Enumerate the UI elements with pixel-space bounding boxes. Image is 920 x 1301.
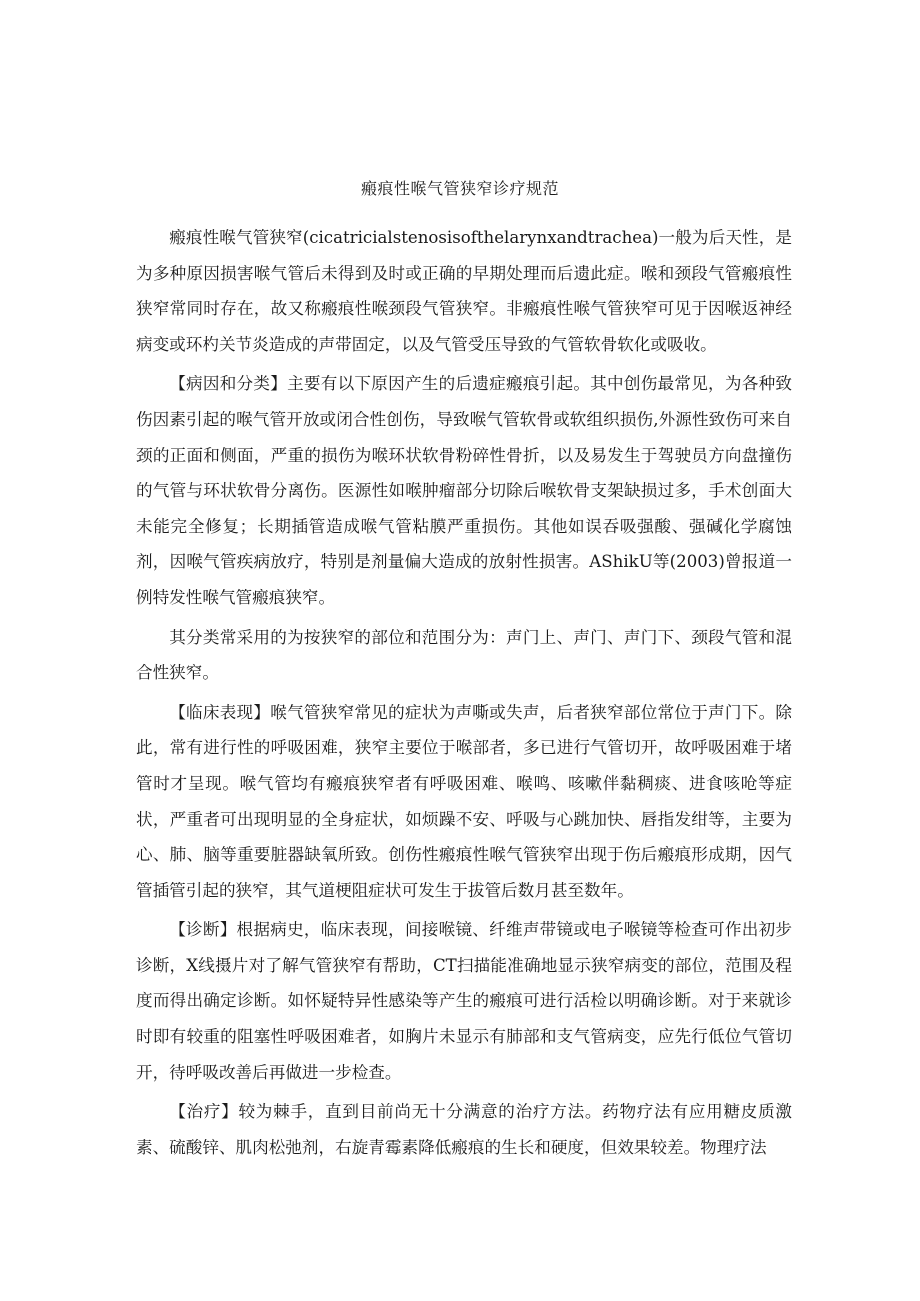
paragraph-intro (136, 220, 792, 362)
paragraph-text: 根据病史，临床表现，间接喉镜、纤维声带镜或电子喉镜等检查可作出初步诊断，X线摄片对了解气管狭窄有帮助，CT扫描能准确地显示狭窄病变的部位，范围及程度而得出确定诊断。如怀疑特异性感染等产生的瘢痕可进行活检以明确诊断。对于来就诊时即有较重的阻塞性呼吸困难者，如胸片未显示有肺部和支气管病变，应先行低位气管切开，待呼吸改善后再做进一步检查。 (136, 920, 792, 1082)
document-body (136, 220, 792, 1169)
section-heading-etiology: 【病因和分类】 (169, 374, 288, 394)
section-heading-diagnosis: 【诊断】 (169, 920, 237, 940)
paragraph-text: 主要有以下原因产生的后遗症瘢痕引起。其中创伤最常见，为各种致伤因素引起的喉气管开放或闭合性创伤，导致喉气管软骨或软组织损伤,外源性致伤可来自颈的正面和侧面，严重的损伤为喉环状软骨粉碎性骨折，以及易发生于驾驶员方向盘撞伤的气管与环状软骨分离伤。医源性如喉肿瘤部分切除后喉软骨支架缺损过多，手术创面大未能完全修复；长期插管造成喉气管粘膜严重损伤。其他如误吞吸强酸、强碱化学腐蚀剂，因喉气管疾病放疗，特别是剂量偏大造成的放射性损害。AShikU等(2003)曾报道一例特发性喉气管瘢痕狭窄。 (136, 374, 793, 607)
document-title: 瘢痕性喉气管狭窄诊疗规范 (360, 179, 559, 198)
paragraph-text: 其分类常采用的为按狭窄的部位和范围分为：声门上、声门、声门下、颈段气管和混合性狭窄。 (136, 627, 792, 683)
paragraph-clinical (136, 695, 792, 909)
section-heading-treatment: 【治疗】 (169, 1102, 239, 1122)
paragraph-etiology (136, 366, 792, 615)
paragraph-text: 瘢痕性喉气管狭窄(cicatricialstenosisofthelarynxandtrachea)一般为后天性，是为多种原因损害喉气管后未得到及时或正确的早期处理而后遗此症。喉和颈段气管瘢痕性狭窄常同时存在，故又称瘢痕性喉颈段气管狭窄。非瘢痕性喉气管狭窄可见于因喉返神经病变或环杓关节炎造成的声带固定，以及气管受压导致的气管软骨软化或吸收。 (136, 228, 792, 354)
section-heading-clinical: 【临床表现】 (169, 702, 271, 722)
paragraph-text: 喉气管狭窄常见的症状为声嘶或失声，后者狭窄部位常位于声门下。除此，常有进行性的呼吸困难，狭窄主要位于喉部者，多已进行气管切开，故呼吸困难于堵管时才呈现。喉气管均有瘢痕狭窄者有呼吸困难、喉鸣、咳嗽伴黏稠痰、进食咳呛等症状，严重者可出现明显的全身症状，如烦躁不安、呼吸与心跳加快、唇指发绀等，主要为心、肺、脑等重要脏器缺氧所致。创伤性瘢痕性喉气管狭窄出现于伤后瘢痕形成期，因气管插管引起的狭窄，其气道梗阻症状可发生于拔管后数月甚至数年。 (136, 702, 793, 900)
paragraph-text: 较为棘手，直到目前尚无十分满意的治疗方法。药物疗法有应用糖皮质激素、硫酸锌、肌肉松弛剂，右旋青霉素降低瘢痕的生长和硬度，但效果较差。物理疗法 (136, 1102, 793, 1157)
paragraph-classification (136, 620, 792, 691)
paragraph-diagnosis (136, 912, 792, 1090)
paragraph-treatment (136, 1094, 792, 1165)
